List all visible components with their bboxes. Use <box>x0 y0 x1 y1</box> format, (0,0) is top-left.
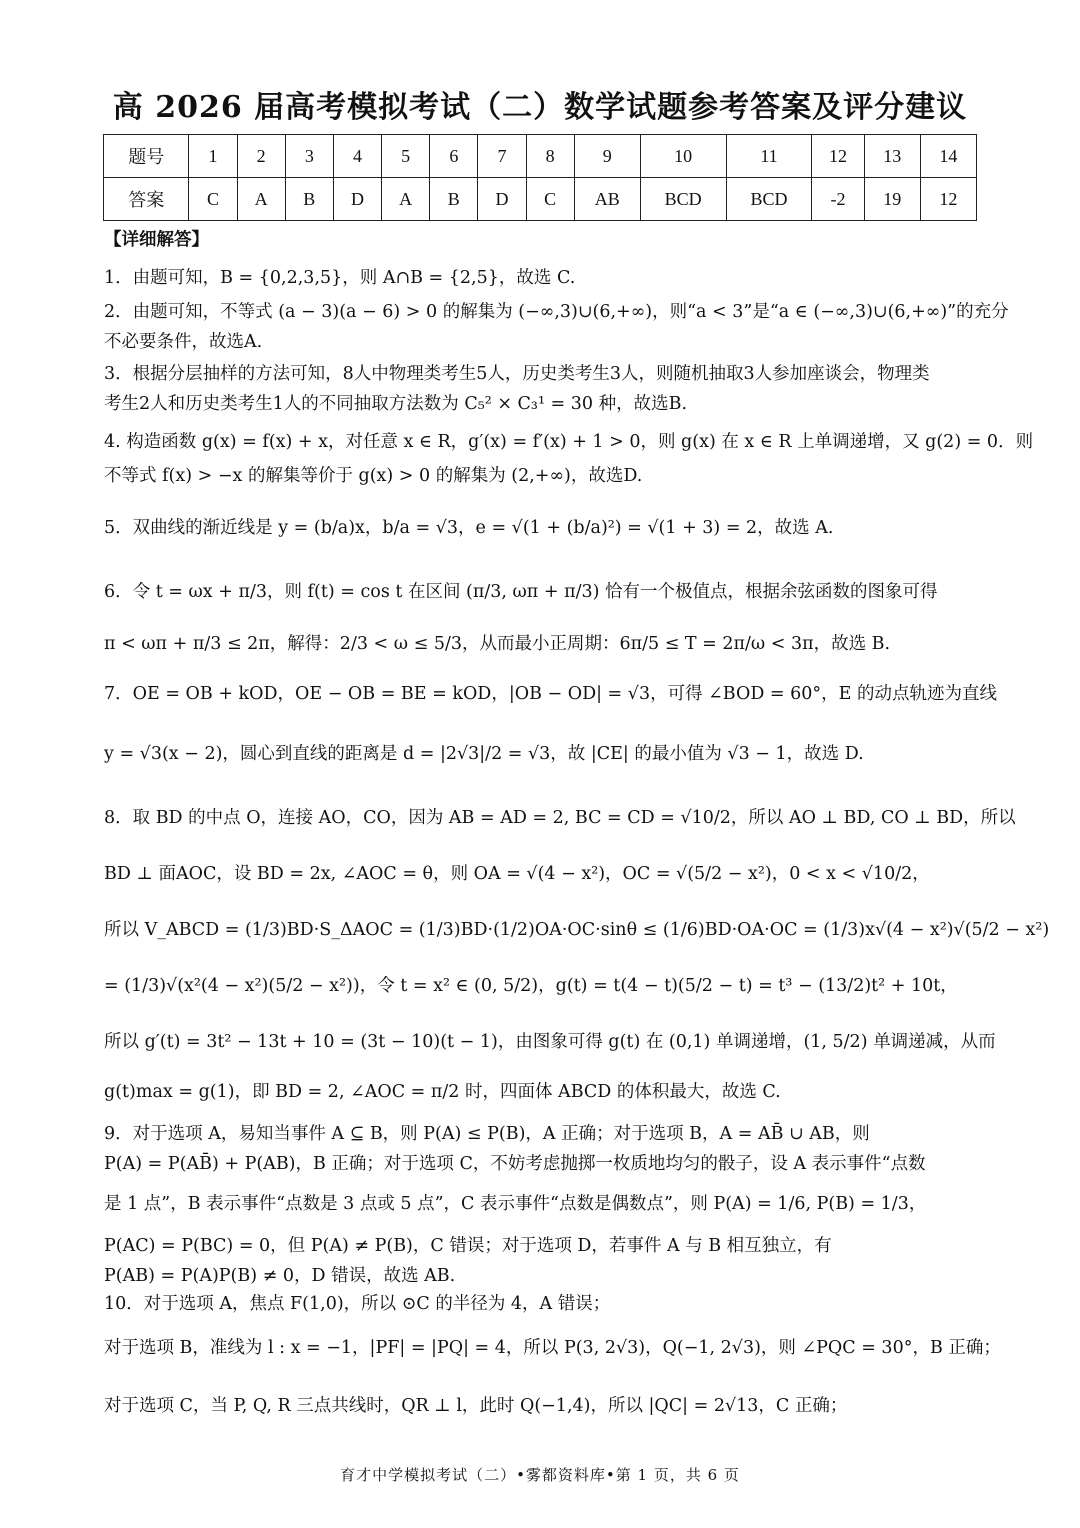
table-cell: A <box>237 178 285 221</box>
solution-line: 5．双曲线的渐近线是 y = (b/a)x，b/a = √3，e = √(1 + (b/a)²) = √(1 + 3) = 2，故选 A. <box>104 518 834 538</box>
table-cell: C <box>189 178 237 221</box>
table-cell: A <box>382 178 430 221</box>
table-header-cell: 题号 <box>104 135 189 178</box>
page-footer: 育才中学模拟考试（二）•雾都资料库•第 1 页，共 6 页 <box>340 1466 740 1484</box>
solution-line: 不必要条件，故选A. <box>104 332 263 352</box>
table-cell: D <box>333 178 381 221</box>
solution-line: 9．对于选项 A，易知当事件 A ⊆ B，则 P(A) ≤ P(B)，A 正确；对于选项 B，A = AB̄ ∪ AB，则 <box>104 1124 870 1144</box>
table-cell: 3 <box>285 135 333 178</box>
table-cell: 1 <box>189 135 237 178</box>
section-heading: 【详细解答】 <box>104 230 209 250</box>
table-cell: 13 <box>864 135 920 178</box>
solution-line: 是 1 点”，B 表示事件“点数是 3 点或 5 点”，C 表示事件“点数是偶数点”，则 P(A) = 1/6, P(B) = 1/3， <box>104 1194 927 1214</box>
solution-line: π < ωπ + π/3 ≤ 2π，解得：2/3 < ω ≤ 5/3，从而最小正周期：6π/5 ≤ T = 2π/ω < 3π，故选 B. <box>104 634 891 654</box>
solution-line: g(t)max = g(1)，即 BD = 2, ∠AOC = π/2 时，四面体 ABCD 的体积最大，故选 C. <box>104 1082 781 1102</box>
solution-line: 所以 V_ABCD = (1/3)BD·S_ΔAOC = (1/3)BD·(1/2)OA·OC·sinθ ≤ (1/6)BD·OA·OC = (1/3)x√(4 − x²)√(5/2 − x²) <box>104 920 1050 940</box>
solution-line: 3．根据分层抽样的方法可知，8人中物理类考生5人，历史类考生3人，则随机抽取3人参加座谈会，物理类 <box>104 364 930 384</box>
solution-line: y = √3(x − 2)，圆心到直线的距离是 d = |2√3|/2 = √3，故 |CE| 的最小值为 √3 − 1，故选 D. <box>104 744 864 764</box>
solution-line: 所以 g′(t) = 3t² − 13t + 10 = (3t − 10)(t − 1)，由图象可得 g(t) 在 (0,1) 单调递增，(1, 5/2) 单调递减，从而 <box>104 1032 996 1052</box>
table-cell: 6 <box>430 135 478 178</box>
solution-line: P(AB) = P(A)P(B) ≠ 0，D 错误，故选 AB. <box>104 1266 456 1286</box>
table-cell: 14 <box>920 135 976 178</box>
table-cell: 9 <box>574 135 640 178</box>
solution-line: 10．对于选项 A，焦点 F(1,0)，所以 ⊙C 的半径为 4，A 错误； <box>104 1294 611 1314</box>
table-cell: D <box>478 178 526 221</box>
page-title: 高 2026 届高考模拟考试（二）数学试题参考答案及评分建议 <box>112 90 968 125</box>
table-cell: 7 <box>478 135 526 178</box>
table-cell: B <box>285 178 333 221</box>
solution-line: 1．由题可知，B = {0,2,3,5}，则 A∩B = {2,5}，故选 C. <box>104 268 576 288</box>
solution-line: = (1/3)√(x²(4 − x²)(5/2 − x²))，令 t = x² ∈ (0, 5/2)，g(t) = t(4 − t)(5/2 − t) = t³ − (13/2)t² + 10t， <box>104 976 958 996</box>
table-cell: AB <box>574 178 640 221</box>
table-cell: 5 <box>382 135 430 178</box>
solution-line: 8．取 BD 的中点 O，连接 AO，CO，因为 AB = AD = 2, BC = CD = √10/2，所以 AO ⊥ BD, CO ⊥ BD，所以 <box>104 808 1016 828</box>
solution-line: BD ⊥ 面AOC，设 BD = 2x, ∠AOC = θ，则 OA = √(4 − x²)，OC = √(5/2 − x²)，0 < x < √10/2， <box>104 864 930 884</box>
table-cell: 10 <box>640 135 726 178</box>
solution-line: 2．由题可知，不等式 (a − 3)(a − 6) > 0 的解集为 (−∞,3)∪(6,+∞)，则“a < 3”是“a ∈ (−∞,3)∪(6,+∞)”的充分 <box>104 302 1009 322</box>
table-cell: 12 <box>920 178 976 221</box>
solution-line: 4. 构造函数 g(x) = f(x) + x，对任意 x ∈ R，g′(x) = f′(x) + 1 > 0，则 g(x) 在 x ∈ R 上单调递增，又 g(2) = 0．则 <box>104 432 1034 452</box>
table-row-answers <box>104 178 977 221</box>
table-cell: BCD <box>726 178 812 221</box>
solution-line: 不等式 f(x) > −x 的解集等价于 g(x) > 0 的解集为 (2,+∞)，故选D. <box>104 466 643 486</box>
solution-line: P(AC) = P(BC) = 0，但 P(A) ≠ P(B)，C 错误；对于选项 D，若事件 A 与 B 相互独立，有 <box>104 1236 832 1256</box>
table-cell: 11 <box>726 135 812 178</box>
solution-line: 对于选项 C，当 P, Q, R 三点共线时，QR ⊥ l，此时 Q(−1,4)，所以 |QC| = 2√13，C 正确； <box>104 1396 848 1416</box>
table-header-cell: 答案 <box>104 178 189 221</box>
table-cell: BCD <box>640 178 726 221</box>
solution-line: 对于选项 B，准线为 l : x = −1，|PF| = |PQ| = 4，所以 P(3, 2√3)，Q(−1, 2√3)，则 ∠PQC = 30°，B 正确； <box>104 1338 1001 1358</box>
table-cell: 8 <box>526 135 574 178</box>
table-cell: 2 <box>237 135 285 178</box>
table-cell: C <box>526 178 574 221</box>
table-cell: 12 <box>812 135 864 178</box>
table-cell: B <box>430 178 478 221</box>
solution-line: 考生2人和历史类考生1人的不同抽取方法数为 C₅² × C₃¹ = 30 种，故选B. <box>104 394 688 414</box>
table-row-numbers <box>104 135 977 178</box>
answer-table <box>103 134 977 221</box>
table-cell: 4 <box>333 135 381 178</box>
solution-line: P(A) = P(AB̄) + P(AB)，B 正确；对于选项 C，不妨考虑抛掷一枚质地均匀的骰子，设 A 表示事件“点数 <box>104 1154 926 1174</box>
table-cell: -2 <box>812 178 864 221</box>
solution-line: 6．令 t = ωx + π/3，则 f(t) = cos t 在区间 (π/3, ωπ + π/3) 恰有一个极值点，根据余弦函数的图象可得 <box>104 582 938 602</box>
table-cell: 19 <box>864 178 920 221</box>
solution-line: 7．OE = OB + kOD，OE − OB = BE = kOD，|OB − OD| = √3，可得 ∠BOD = 60°，E 的动点轨迹为直线 <box>104 684 998 704</box>
